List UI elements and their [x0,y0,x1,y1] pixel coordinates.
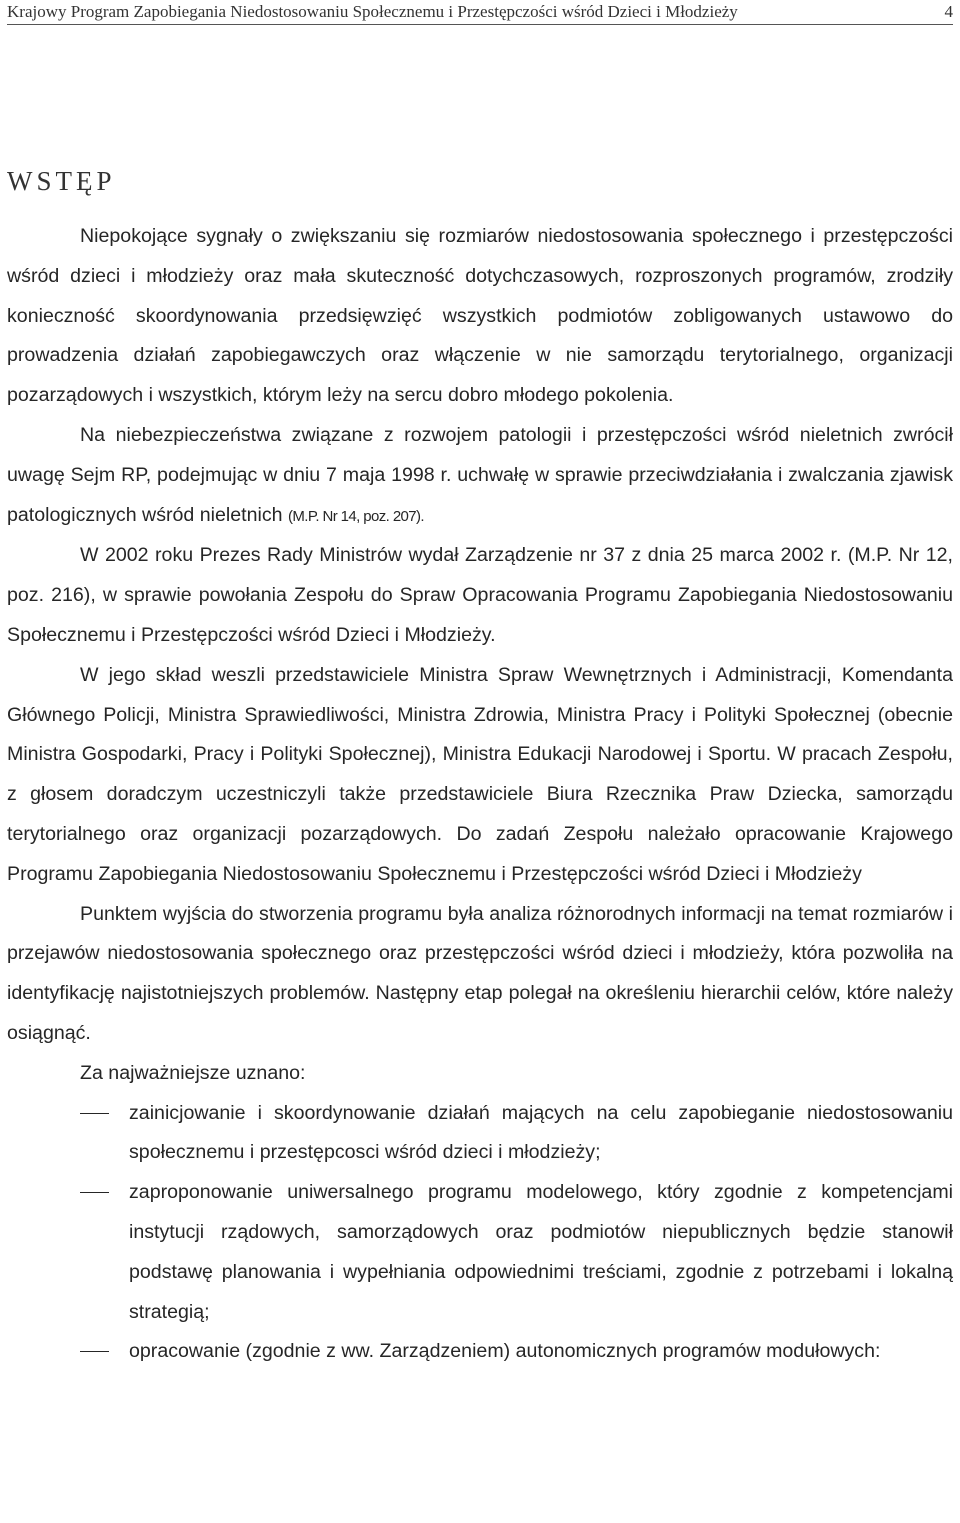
paragraph-zarzadzenie: W 2002 roku Prezes Rady Ministrów wydał Zarządzenie nr 37 z dnia 25 marca 2002 r. (M.P. Nr 12, poz. 216), w sprawie powołania Zespołu do Spraw Opracowania Programu Zapobiegania Niedostosowaniu Społecznemu i Przestępczości wśród Dzieci i Młodzieży. [7,544,953,646]
paragraph-sejm-citation: (M.P. Nr 14, poz. 207). [288,507,425,525]
paragraph-list-intro: Za najważniejsze uznano: [80,1061,306,1084]
list-item [7,1094,953,1174]
section-heading: WSTĘP [7,166,116,196]
paragraph-sejm [7,416,953,536]
header-title: Krajowy Program Zapobiegania Niedostosowaniu Społecznemu i Przestępczości wśród Dzieci i Młodzieży [7,2,738,21]
list-item [7,1173,953,1332]
goals-list [7,1094,953,1373]
paragraph-intro: Niepokojące sygnały o zwiększaniu się rozmiarów niedostosowania społecznego i przestępczości wśród dzieci i młodzieży oraz mała skuteczność dotychczasowych, rozproszonych programów, zrodziły konieczność skoordynowania przedsięwzięć wszystkich podmiotów zobligowanych ustawowo do prowadzenia działań zapobiegawczych oraz włączenie w nie samorządu terytorialnego, organizacji pozarządowych i wszystkich, którym leży na sercu dobro młodego pokolenia. [7,225,953,407]
document-body [7,217,953,1372]
list-item-text: zainicjowanie i skoordynowanie działań mających na celu zapobieganie niedostosowaniu społecznemu i przestępcosci wśród dzieci i młodzieży; [129,1101,953,1164]
running-header [7,0,953,25]
list-item-text: opracowanie (zgodnie z ww. Zarządzeniem) autonomicznych programów modułowych: [129,1340,881,1363]
page-number: 4 [944,2,953,21]
dash-bullet [80,1351,109,1352]
dash-bullet [80,1113,109,1114]
paragraph-punkt-wyjscia: Punktem wyjścia do stworzenia programu była analiza różnorodnych informacji na temat rozmiarów i przejawów niedostosowania społecznego oraz przestępczości wśród dzieci i młodzieży, która pozwoliła na identyfikację najistotniejszych problemów. Następny etap polegał na określeniu hierarchii celów, które należy osiągnąć. [7,902,953,1044]
dash-bullet [80,1192,109,1193]
list-item-text: zaproponowanie uniwersalnego programu modelowego, który zgodnie z kompetencjami instytucji rządowych, samorządowych oraz podmiotów niepublicznych będzie stanowił podstawę planowania i wypełniania odpowiednimi treściami, zgodnie z potrzebami i lokalną strategią; [129,1181,953,1323]
paragraph-sejm-text: Na niebezpieczeństwa związane z rozwojem patologii i przestępczości wśród nieletnich zwrócił uwagę Sejm RP, podejmując w dniu 7 maja 1998 r. uchwałę w sprawie przeciwdziałania i zwalczania zjawisk patologicznych wśród nieletnich [7,423,953,526]
paragraph-sklad: W jego skład weszli przedstawiciele Ministra Spraw Wewnętrznych i Administracji, Komendanta Głównego Policji, Ministra Sprawiedliwości, Ministra Zdrowia, Ministra Pracy i Polityki Społecznej (obecnie Ministra Gospodarki, Pracy i Polityki Społecznej), Ministra Edukacji Narodowej i Sportu. W pracach Zespołu, z głosem doradczym uczestniczyli także przedstawiciele Biura Rzecznika Praw Dziecka, samorządu terytorialnego oraz organizacji pozarządowych. Do zadań Zespołu należało opracowanie Krajowego Programu Zapobiegania Niedostosowaniu Społecznemu i Przestępczości wśród Dzieci i Młodzieży [7,663,953,885]
list-item [7,1332,953,1372]
